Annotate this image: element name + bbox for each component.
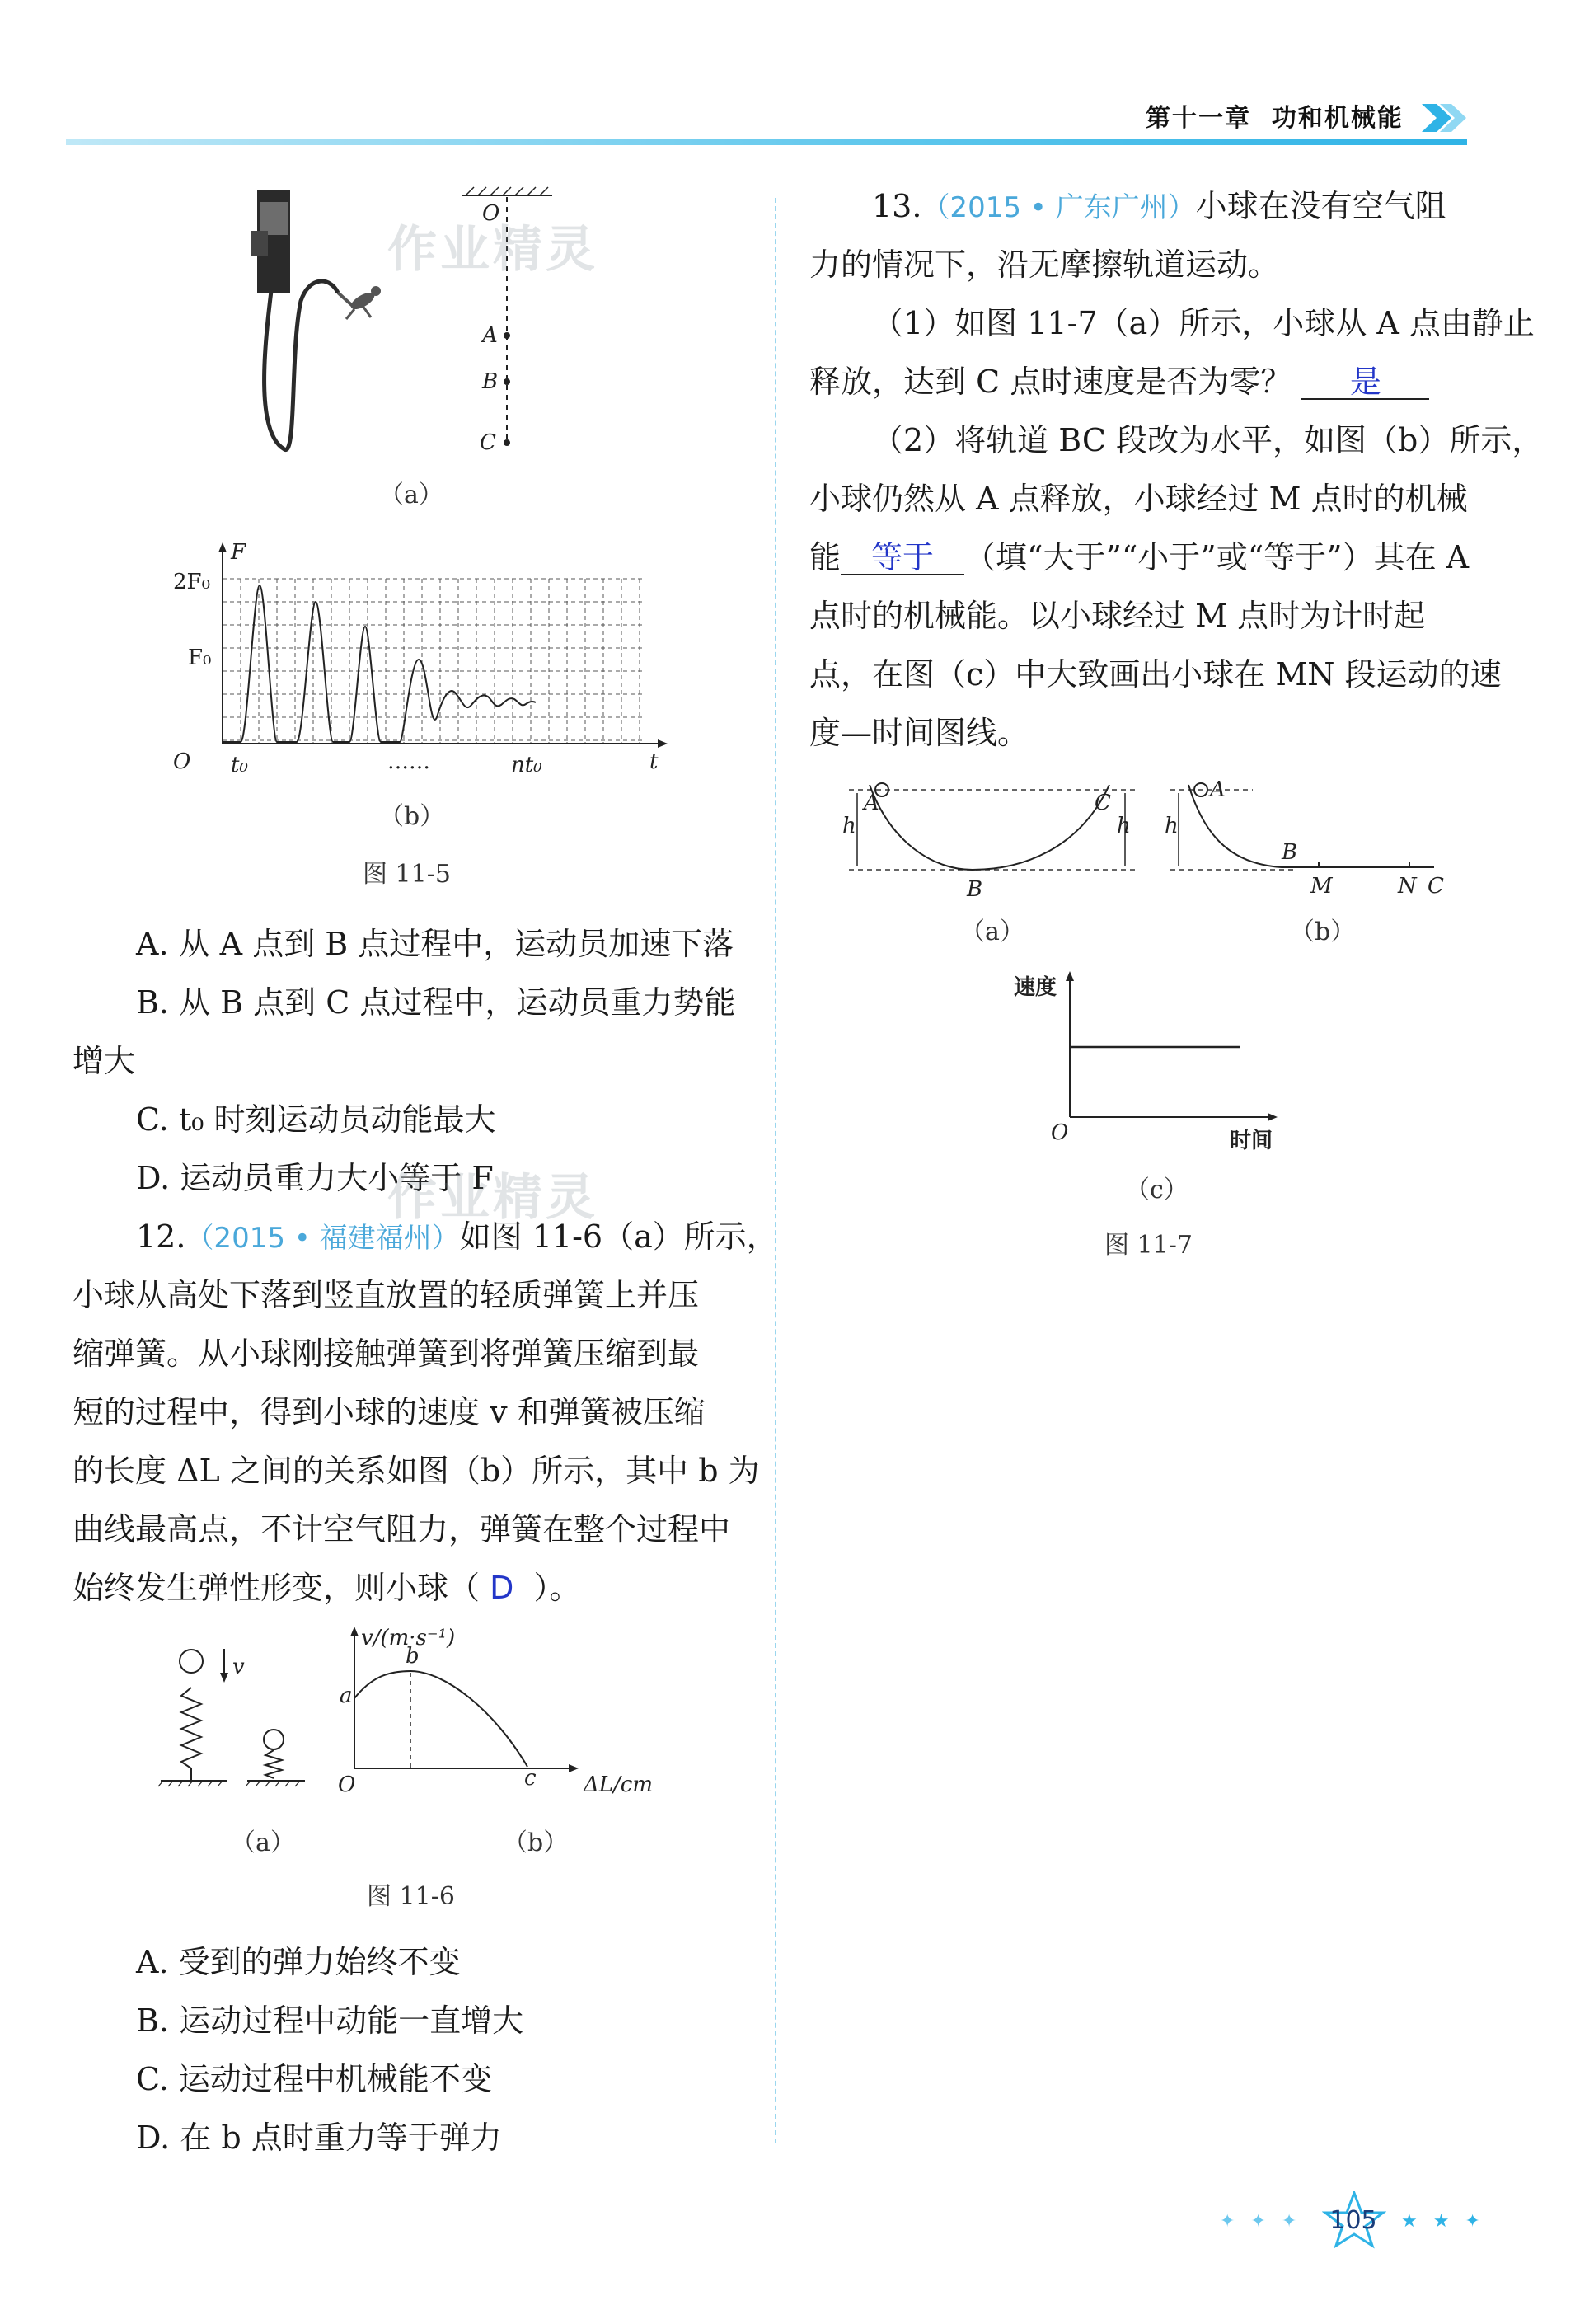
q12-first-line [136, 1208, 778, 1268]
label-v: v [232, 1655, 245, 1679]
label-h: h [842, 814, 856, 838]
x-axis-label: ΔL/cm [584, 1772, 654, 1797]
q11-option-a: A. 从 A 点到 B 点过程中，运动员加速下落 [136, 926, 734, 962]
chevron-right-icon [1422, 97, 1471, 139]
tick-F0: F₀ [188, 646, 212, 670]
q13-part1-b [809, 353, 1429, 411]
q13-part2-d: 点时的机械能。以小球经过 M 点时为计时起 [809, 598, 1426, 634]
watermark: 作业精灵 [387, 1169, 598, 1227]
q11-options [136, 915, 735, 1032]
q13-part2-b: 小球仍然从 A 点释放，小球经过 M 点时的机械 [809, 481, 1468, 517]
figure-11-6 [148, 1620, 676, 1818]
q12-body [73, 1266, 760, 1617]
q12-line: 曲线最高点，不计空气阻力，弹簧在整个过程中 [73, 1511, 731, 1547]
chapter-name: 功和机械能 [1271, 104, 1404, 133]
bungee-cord [265, 281, 338, 449]
label-N: N [1398, 874, 1417, 899]
q12-line1: 如图 11-6（a）所示， [459, 1218, 778, 1255]
figure-11-5a-caption: （a） [379, 481, 443, 509]
q11-option-b: B. 从 B 点到 C 点过程中，运动员重力势能 [136, 984, 736, 1021]
label-A: A [482, 323, 498, 348]
column-divider [775, 198, 776, 2143]
label-c: c [524, 1766, 537, 1791]
figure-11-5b-caption: （b） [379, 802, 445, 831]
track-a [870, 785, 1109, 870]
q13-answer2: 等于 [841, 541, 964, 575]
q12-answer: D [490, 1570, 514, 1606]
label-O: O [482, 201, 500, 226]
header-rule [66, 139, 1467, 145]
q12-line: 小球从高处下落到竖直放置的轻质弹簧上并压 [73, 1277, 700, 1313]
star-decoration: ✦ ✦ ✦ [1220, 2211, 1302, 2232]
q13-part1-text: 释放，达到 C 点时速度是否为零？ [809, 364, 1292, 400]
q12-last-line [73, 1559, 760, 1617]
q13-part2-a: （2）将轨道 BC 段改为水平，如图（b）所示， [872, 422, 1544, 458]
q13-number: 13. [872, 188, 922, 224]
figure-11-7a-caption: （a） [960, 918, 1024, 946]
origin-label: O [1051, 1120, 1069, 1145]
jumper-figure [338, 286, 381, 319]
label-B: B [482, 369, 499, 394]
chapter-number: 第十一章 [1146, 104, 1251, 133]
y-axis-label: v/(m·s⁻¹) [361, 1626, 456, 1650]
label-a: a [340, 1683, 353, 1708]
ball-low [264, 1730, 284, 1749]
q13-part2-c-pre: 能 [809, 539, 842, 575]
figure-11-5b [148, 536, 684, 783]
q12-line: 缩弹簧。从小球刚接触弹簧到将弹簧压缩到最 [73, 1336, 700, 1372]
q12-option-c: C. 运动过程中机械能不变 [136, 2061, 492, 2097]
label-C: C [1095, 791, 1111, 815]
figure-11-6a-caption: （a） [231, 1829, 295, 1857]
axis-label-t: t [649, 749, 659, 774]
spring-long [181, 1688, 201, 1768]
figure-11-7ab [832, 767, 1467, 907]
q13-part1-a: （1）如图 11-7（a）所示，小球从 A 点由静止 [872, 305, 1535, 341]
x-axis-label: 时间 [1230, 1129, 1273, 1153]
q13-source: （2015 • 广东广州） [921, 191, 1196, 224]
label-C: C [1428, 874, 1444, 899]
q13-intro1: 小球在没有空气阻 [1195, 188, 1446, 224]
q13-answer1: 是 [1301, 365, 1429, 400]
q12-option-a: A. 受到的弹力始终不变 [136, 1944, 461, 1980]
page-number: 105 [1329, 2206, 1377, 2235]
tick-ellipsis: …… [387, 749, 430, 774]
q11-option-c: C. t₀ 时刻运动员动能最大 [136, 1101, 496, 1138]
q12-last-pre: 始终发生弹性形变，则小球（ [73, 1570, 481, 1606]
chapter-title [1146, 97, 1404, 134]
q12-source: （2015 • 福建福州） [185, 1222, 460, 1255]
label-h: h [1165, 814, 1179, 838]
q13-part2-c [809, 528, 1469, 587]
q11-option-b-cont: 增大 [73, 1043, 136, 1079]
spring-short [265, 1750, 282, 1778]
velocity-curve [354, 1671, 527, 1767]
q11-option-d: D. 运动员重力大小等于 F [136, 1160, 494, 1196]
label-A: A [864, 791, 879, 815]
q12-line: 的长度 ΔL 之间的关系如图（b）所示，其中 b 为 [73, 1453, 760, 1489]
q13-part2-f: 度—时间图线。 [809, 715, 1029, 751]
q12-option-d: D. 在 b 点时重力等于弹力 [136, 2120, 502, 2156]
watermark-top: 作业精灵 [387, 221, 598, 279]
q12-number: 12. [136, 1218, 186, 1255]
y-axis-label: 速度 [1014, 975, 1057, 1000]
origin-label: O [338, 1772, 356, 1797]
q12-options [136, 1933, 523, 2167]
figure-11-7c-caption: （c） [1125, 1176, 1188, 1204]
star-decoration-right: ★ ★ ✦ [1401, 2211, 1485, 2232]
figure-11-7b-caption: （b） [1290, 918, 1356, 946]
q13-part2-e: 点，在图（c）中大致画出小球在 MN 段运动的速 [809, 656, 1502, 693]
label-A: A [1210, 777, 1226, 802]
tick-nt0: nt₀ [511, 753, 542, 777]
figure-11-5-caption: 图 11-5 [363, 860, 451, 889]
figure-11-7-caption: 图 11-7 [1104, 1231, 1193, 1260]
q13-first-line [872, 177, 1446, 237]
q12-option-b: B. 运动过程中动能一直增大 [136, 2002, 524, 2039]
ball-high [180, 1650, 203, 1673]
q13-intro2: 力的情况下，沿无摩擦轨道运动。 [809, 246, 1280, 283]
q12-line: 短的过程中，得到小球的速度 v 和弹簧被压缩 [73, 1394, 706, 1430]
origin-label: O [173, 749, 191, 774]
axis-label-F: F [231, 540, 246, 565]
figure-11-6b-caption: （b） [503, 1829, 569, 1857]
tick-t0: t₀ [231, 753, 248, 777]
label-B: B [1282, 840, 1298, 865]
label-B: B [967, 877, 983, 902]
label-b: b [406, 1644, 420, 1669]
q12-last-post: ）。 [533, 1570, 581, 1606]
force-time-curve [223, 585, 536, 742]
label-h: h [1117, 814, 1131, 838]
label-M: M [1310, 874, 1333, 899]
figure-11-6-caption: 图 11-6 [367, 1882, 455, 1911]
figure-11-7c [1006, 965, 1302, 1162]
tick-2F0: 2F₀ [173, 570, 211, 594]
label-C: C [480, 430, 496, 455]
q13-part2-c-post: （填“大于”“小于”或“等于”）其在 A [964, 539, 1470, 575]
